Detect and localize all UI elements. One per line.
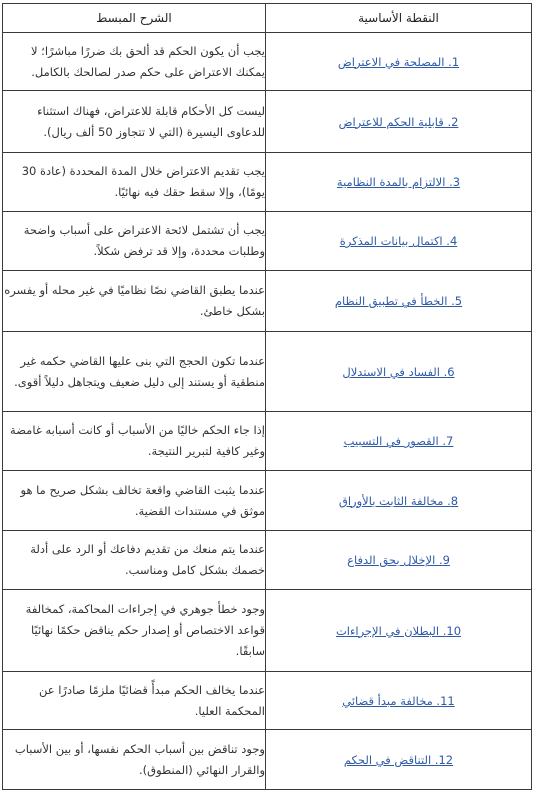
explanation-cell: عندما يثبت القاضي واقعة تخالف بشكل صريح ما هو موثق في مستندات القضية. [3,471,266,531]
header-point: النقطة الأساسية [266,4,532,33]
point-cell [266,332,532,412]
table-row [3,33,532,91]
table-row [3,531,532,590]
table-row [3,91,532,153]
explanation-cell: يجب أن يكون الحكم قد ألحق بك ضررًا مباشرًا؛ لا يمكنك الاعتراض على حكم صدر لصالحك بالكامل. [3,33,266,91]
point-cell [266,153,532,212]
point-cell [266,730,532,790]
point-link[interactable]: 12. التناقض في الحكم [343,752,454,767]
point-cell [266,471,532,531]
table-row [3,271,532,332]
table-row [3,153,532,212]
explanation-cell: إذا جاء الحكم خاليًا من الأسباب أو كانت أسبابه غامضة وغير كافية لتبرير النتيجة. [3,412,266,471]
table-header-row [3,4,532,33]
point-link[interactable]: 6. الفساد في الاستدلال [342,364,455,379]
explanation-cell: يجب أن تشتمل لائحة الاعتراض على أسباب واضحة وطلبات محددة، وإلا قد ترفض شكلاً. [3,212,266,271]
point-cell [266,590,532,672]
point-link[interactable]: 8. مخالفة الثابت بالأوراق [338,493,459,508]
point-cell [266,412,532,471]
point-cell [266,531,532,590]
point-link[interactable]: 1. المصلحة في الاعتراض [337,54,460,69]
point-link[interactable]: 9. الإخلال بحق الدفاع [347,553,450,567]
point-link[interactable]: 4. اكتمال بيانات المذكرة [339,234,458,248]
point-link[interactable]: 7. القصور في التسبيب [343,434,454,448]
explanation-cell: وجود خطأ جوهري في إجراءات المحاكمة، كمخالفة قواعد الاختصاص أو إصدار حكم يناقض حكمًا نهائيًا سابقًا. [3,590,266,672]
legal-points-table [2,3,532,790]
point-cell [266,33,532,91]
point-cell [266,212,532,271]
table-row [3,590,532,672]
point-cell [266,91,532,153]
point-link[interactable]: 5. الخطأ في تطبيق النظام [334,294,463,308]
explanation-cell: عندما تكون الحجج التي بنى عليها القاضي حكمه غير منطقية أو يستند إلى دليل ضعيف ويتجاهل دليلاً أقوى. [3,332,266,412]
point-link[interactable]: 2. قابلية الحكم للاعتراض [338,114,459,129]
table-row [3,212,532,271]
table-row [3,672,532,730]
table-row [3,730,532,790]
explanation-cell: ليست كل الأحكام قابلة للاعتراض، فهناك استثناء للدعاوى اليسيرة (التي لا تتجاوز 50 ألف ريال). [3,91,266,153]
point-link[interactable]: 11. مخالفة مبدأ قضائي [342,693,455,708]
explanation-cell: عندما يتم منعك من تقديم دفاعك أو الرد على أدلة خصمك بشكل كامل ومناسب. [3,531,266,590]
table-row [3,332,532,412]
table-row [3,471,532,531]
point-link[interactable]: 3. الالتزام بالمدة النظامية [336,175,461,189]
explanation-cell: وجود تناقض بين أسباب الحكم نفسها، أو بين الأسباب والقرار النهائي (المنطوق). [3,730,266,790]
header-explanation: الشرح المبسط [3,4,266,33]
point-cell [266,672,532,730]
explanation-cell: عندما يطبق القاضي نصًا نظاميًا في غير محله أو يفسره بشكل خاطئ. [3,271,266,332]
point-link[interactable]: 10. البطلان في الإجراءات [335,623,462,638]
table-row [3,412,532,471]
point-cell [266,271,532,332]
explanation-cell: يجب تقديم الاعتراض خلال المدة المحددة (عادة 30 يومًا)، وإلا سقط حقك فيه نهائيًا. [3,153,266,212]
explanation-cell: عندما يخالف الحكم مبدأً قضائيًا ملزمًا صادرًا عن المحكمة العليا. [3,672,266,730]
